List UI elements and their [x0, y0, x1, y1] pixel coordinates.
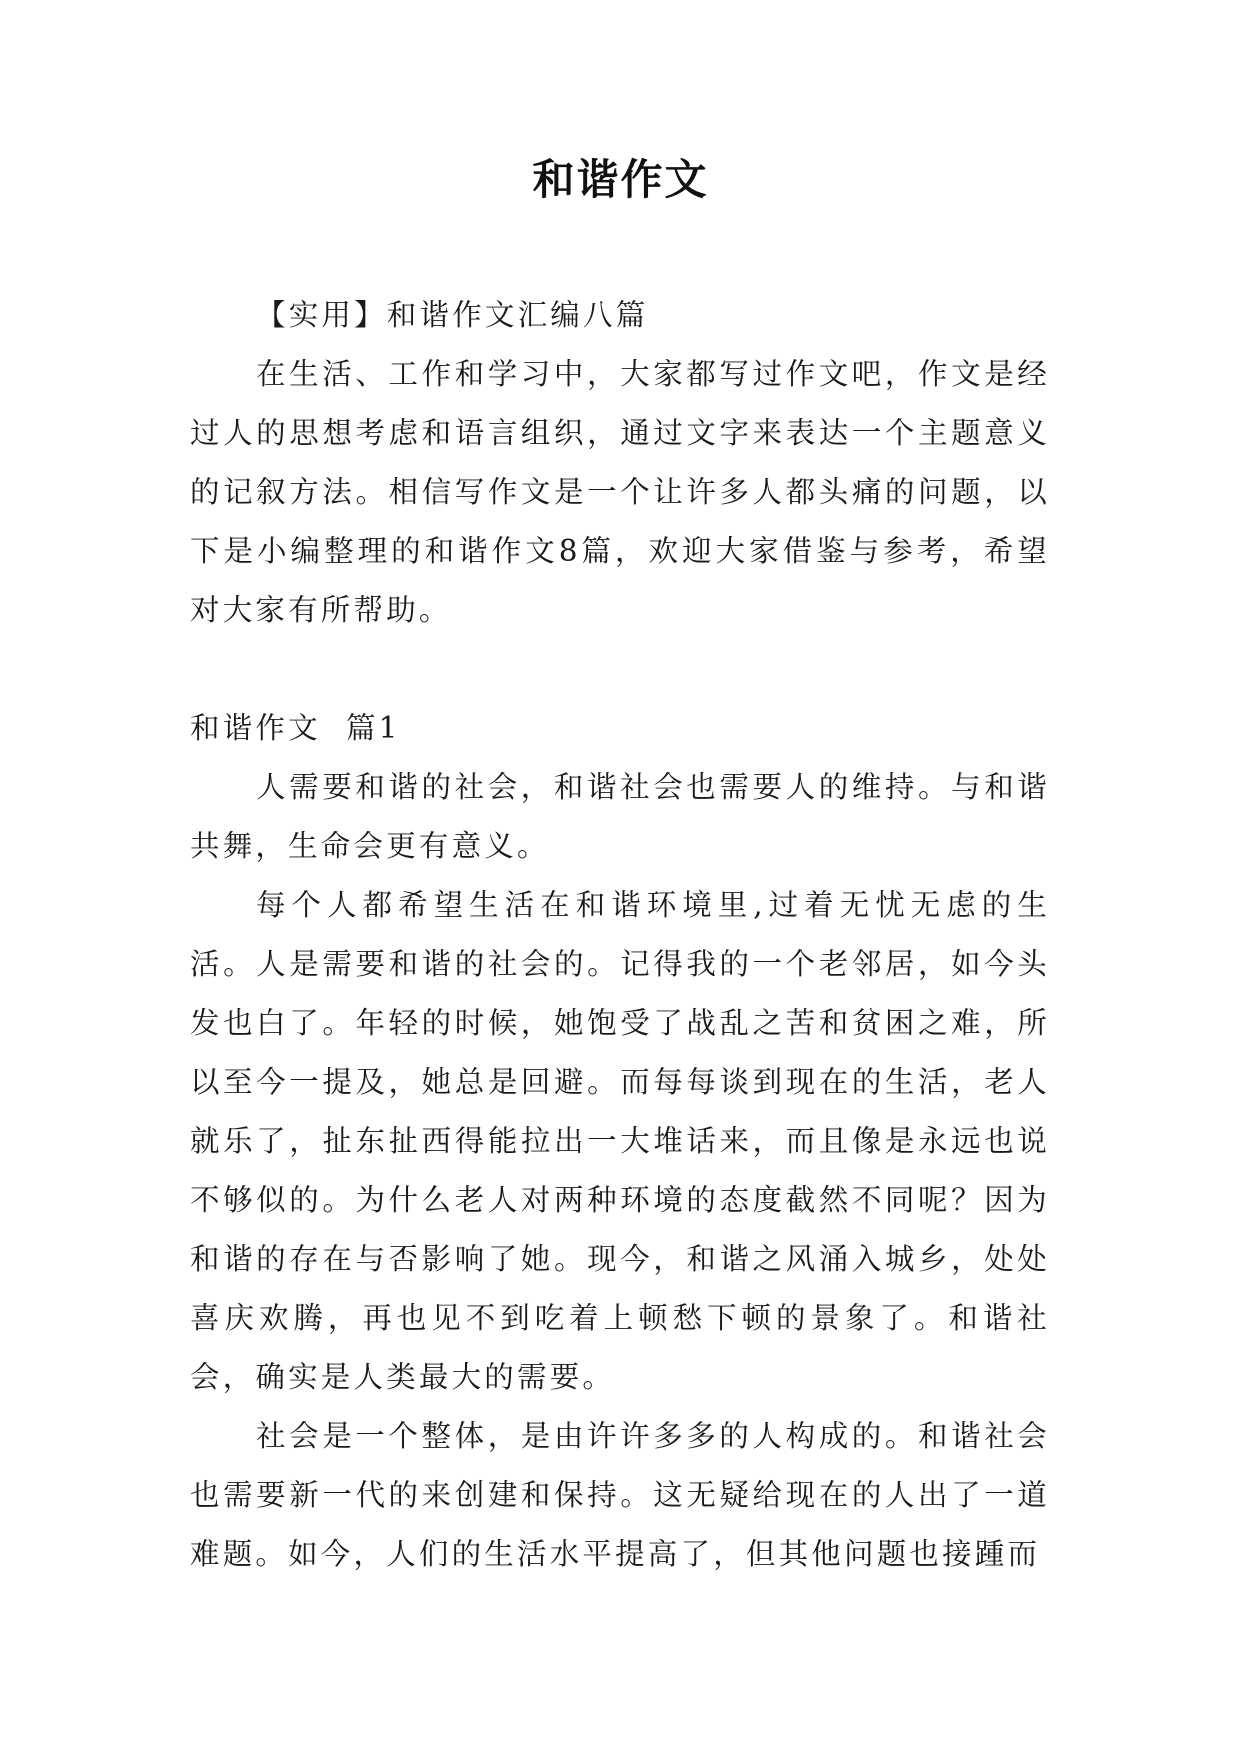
document-body [190, 286, 1050, 1584]
document-title: 和谐作文 [532, 155, 709, 204]
section-spacer [190, 640, 1050, 699]
body-paragraph: 人需要和谐的社会，和谐社会也需要人的维持。与和谐共舞，生命会更有意义。 [190, 770, 1050, 863]
body-paragraph: 社会是一个整体，是由许许多多的人构成的。和谐社会也需要新一代的来创建和保持。这无疑给现在的人出了一道难题。如今，人们的生活水平提高了，但其他问题也接踵而 [190, 1419, 1050, 1571]
section-heading: 和谐作文 篇1 [190, 711, 401, 745]
body-paragraph: 每个人都希望生活在和谐环境里,过着无忧无虑的生活。人是需要和谐的社会的。记得我的一个老邻居，如今头发也白了。年轻的时候，她饱受了战乱之苦和贫困之难，所以至今一提及，她总是回避。而每每谈到现在的生活，老人就乐了，扯东扯西得能拉出一大堆话来，而且像是永远也说不够似的。为什么老人对两种环境的态度截然不同呢？因为和谐的存在与否影响了她。现今，和谐之风涌入城乡，处处喜庆欢腾，再也见不到吃着上顿愁下顿的景象了。和谐社会，确实是人类最大的需要。 [190, 888, 1050, 1394]
document-subtitle: 【实用】和谐作文汇编八篇 [256, 298, 649, 332]
intro-paragraph: 在生活、工作和学习中，大家都写过作文吧，作文是经过人的思想考虑和语言组织，通过文字来表达一个主题意义的记叙方法。相信写作文是一个让许多人都头痛的问题，以下是小编整理的和谐作文8篇，欢迎大家借鉴与参考，希望对大家有所帮助。 [190, 357, 1050, 627]
